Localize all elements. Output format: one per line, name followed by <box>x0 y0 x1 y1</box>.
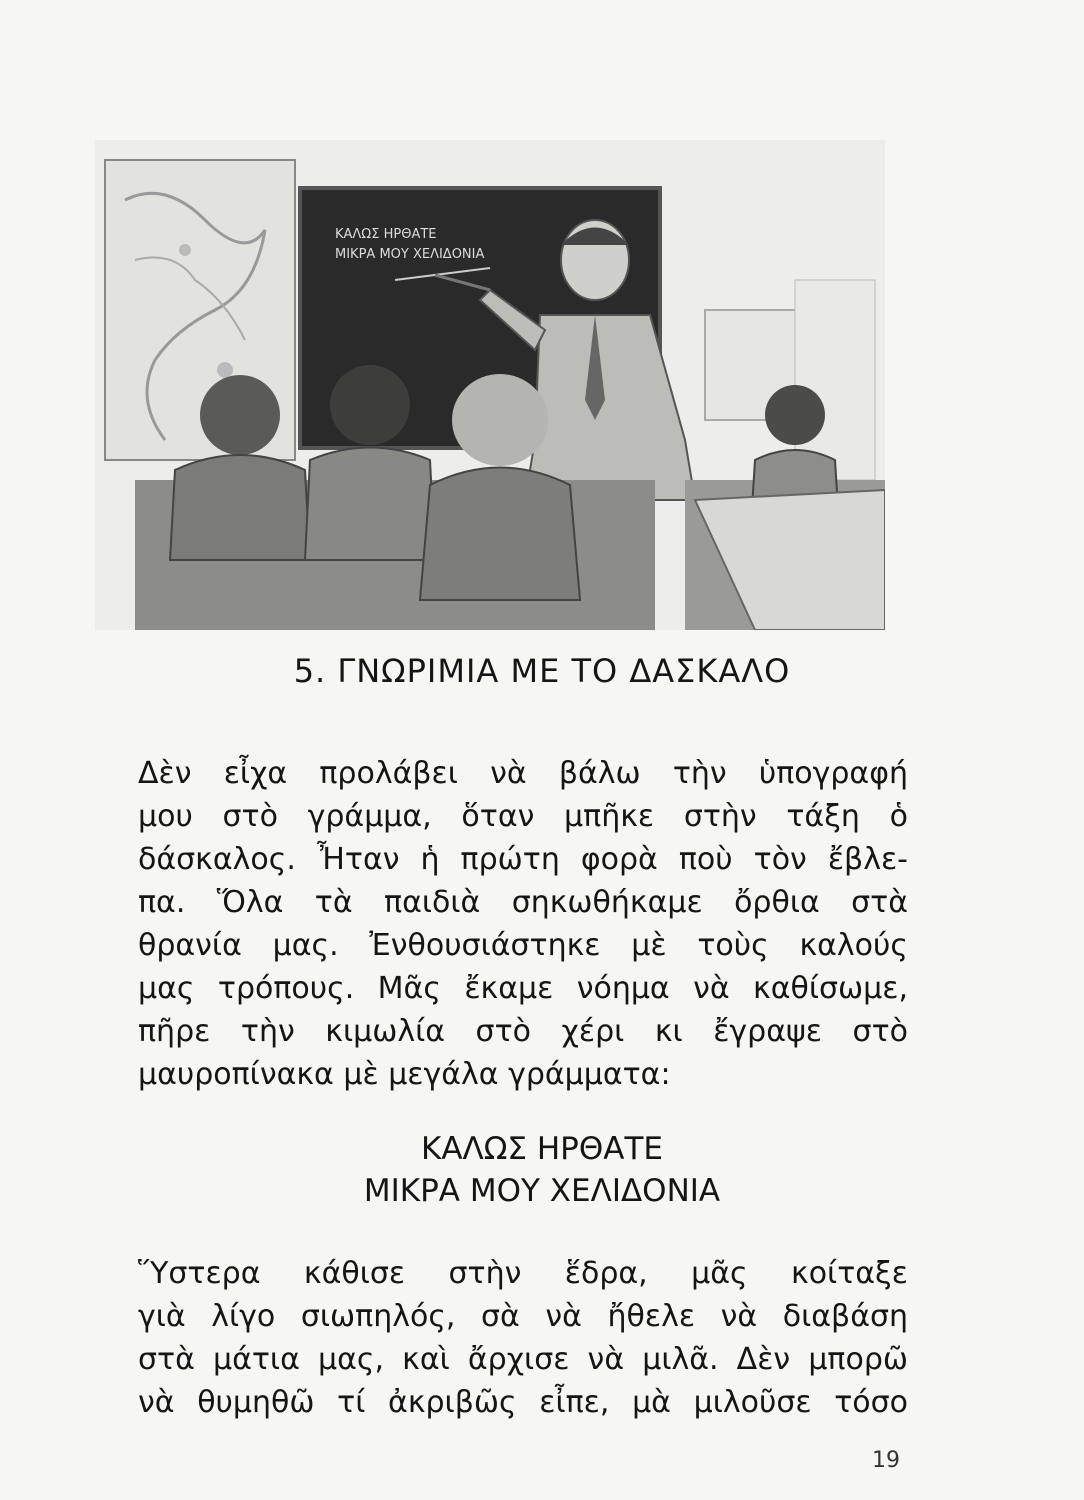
paragraph-intro <box>138 752 908 1096</box>
text-line: δάσκαλος. Ἦταν ἡ πρώτη φορὰ ποὺ τὸν ἔβλε- <box>138 842 908 877</box>
text-line: μας τρόπους. Μᾶς ἔκαμε νόημα νὰ καθίσωμε, <box>138 971 908 1006</box>
chalkboard-line2: ΜΙΚΡΑ ΜΟΥ ΧΕΛΙΔΟΝΙΑ <box>335 247 485 262</box>
chapter-title: 5. ΓΝΩΡΙΜΙΑ ΜΕ ΤΟ ΔΑΣΚΑΛΟ <box>293 652 791 690</box>
text-line: πῆρε τὴν κιμωλία στὸ χέρι κι ἔγραψε στὸ <box>138 1014 908 1049</box>
text-line: γιὰ λίγο σιωπηλός, σὰ νὰ ἤθελε νὰ διαβάση <box>138 1299 908 1334</box>
board-text-block <box>0 1128 1084 1212</box>
text-line: μου στὸ γράμμα, ὅταν μπῆκε στὴν τάξη ὁ <box>138 799 908 834</box>
board-text-line2: ΜΙΚΡΑ ΜΟΥ ΧΕΛΙΔΟΝΙΑ <box>363 1173 721 1209</box>
board-text-line1: ΚΑΛΩΣ ΗΡΘΑΤΕ <box>420 1131 663 1167</box>
page-number: 19 <box>872 1448 900 1473</box>
text-line: Δὲν εἶχα προλάβει νὰ βάλω τὴν ὑπογραφή <box>138 756 908 791</box>
text-line: νὰ θυμηθῶ τί ἀκριβῶς εἶπε, μὰ μιλοῦσε τόσο <box>138 1385 908 1420</box>
text-line: πα. Ὅλα τὰ παιδιὰ σηκωθήκαμε ὄρθια στὰ <box>138 885 908 920</box>
paragraph-continuation <box>138 1252 908 1424</box>
chalkboard-line1: ΚΑΛΩΣ ΗΡΘΑΤΕ <box>335 227 437 242</box>
text-line: θρανία μας. Ἐνθουσιάστηκε μὲ τοὺς καλούς <box>138 928 908 963</box>
text-line: μαυροπίνακα μὲ μεγάλα γράμματα: <box>138 1057 671 1092</box>
text-line: Ὕστερα κάθισε στὴν ἕδρα, μᾶς κοίταξε <box>138 1256 908 1291</box>
classroom-illustration <box>95 140 885 630</box>
text-line: στὰ μάτια μας, καὶ ἄρχισε νὰ μιλᾶ. Δὲν μπορῶ <box>138 1342 908 1377</box>
